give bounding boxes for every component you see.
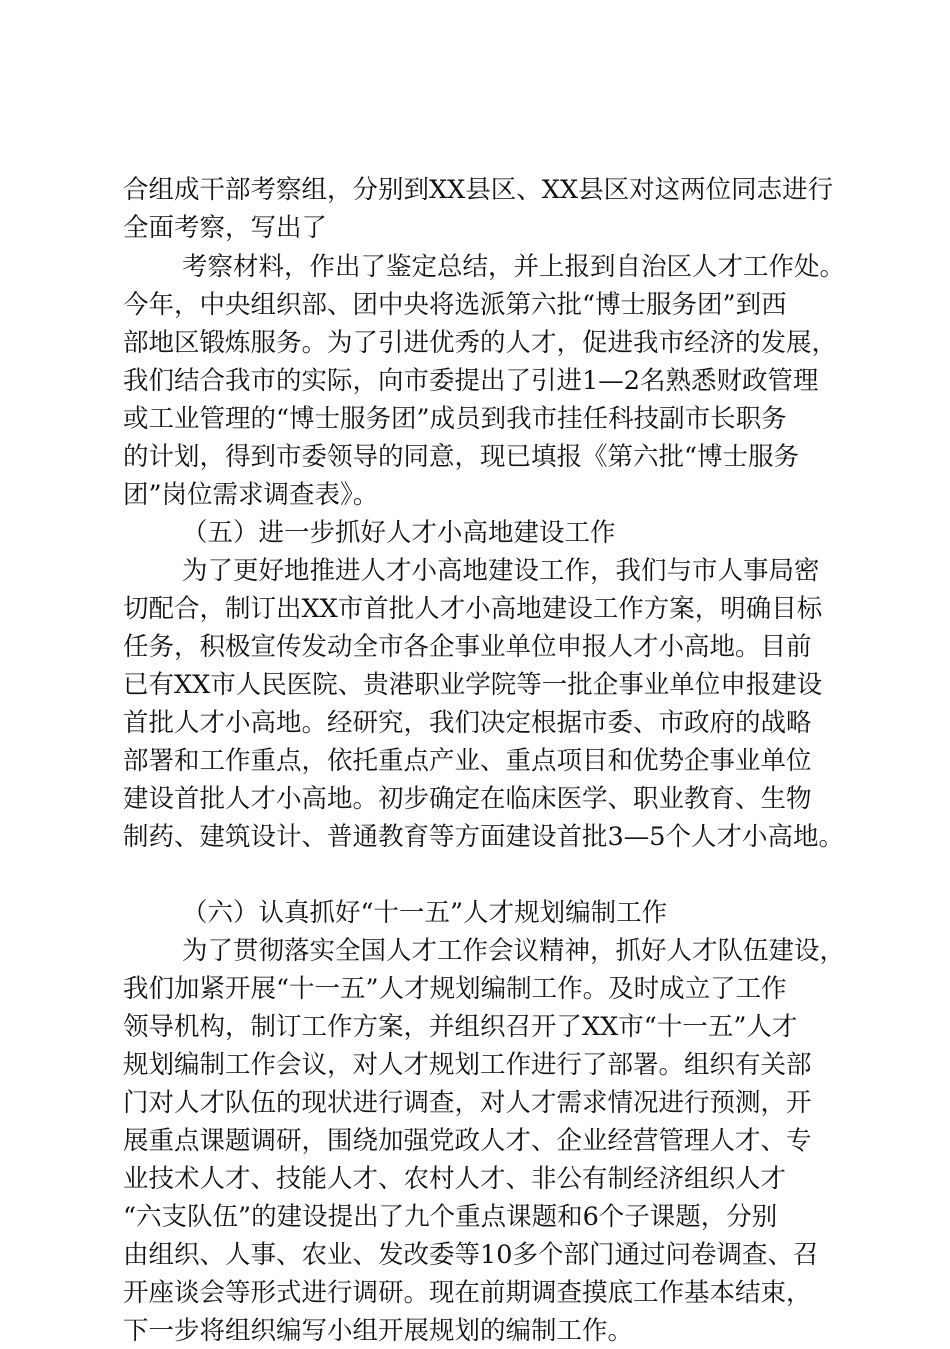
text-line: 部地区锻炼服务。为了引进优秀的人才，促进我市经济的发展， [123,328,838,358]
text-line: 规划编制工作会议，对人才规划工作进行了部署。组织有关部 [123,1050,812,1080]
text-line: 团”岗位需求调查表》。 [123,480,379,510]
text-line: 建设首批人才小高地。初步确定在临床医学、职业教育、生物 [123,784,812,814]
text-line: 的计划，得到市委领导的同意，现已填报《第六批“博士服务 [123,442,800,472]
section-heading: （六）认真抓好“十一五”人才规划编制工作 [182,898,668,928]
text-line: 任务，积极宣传发动全市各企事业单位申报人才小高地。目前 [123,632,812,662]
text-line: “六支队伍”的建设提出了九个重点课题和6个子课题，分别 [123,1202,778,1232]
text-line: 为了贯彻落实全国人才工作会议精神，抓好人才队伍建设， [182,936,846,966]
section-heading: （五）进一步抓好人才小高地建设工作 [182,518,616,548]
text-line: 展重点课题调研，围绕加强党政人才、企业经营管理人才、专 [123,1126,812,1156]
text-line: 已有XX市人民医院、贵港职业学院等一批企事业单位申报建设 [123,670,823,700]
text-line: 首批人才小高地。经研究，我们决定根据市委、市政府的战略 [123,708,812,738]
text-line: 全面考察，写出了 [123,213,328,243]
text-line: 部署和工作重点，依托重点产业、重点项目和优势企事业单位 [123,746,812,776]
text-line: 为了更好地推进人才小高地建设工作，我们与市人事局密 [182,556,820,586]
text-line: 考察材料，作出了鉴定总结，并上报到自治区人才工作处。 [182,252,846,282]
text-line: 我们加紧开展“十一五”人才规划编制工作。及时成立了工作 [123,974,787,1004]
text-line: 制药、建筑设计、普通教育等方面建设首批3—5个人才小高地。 [123,822,844,852]
text-line: 领导机构，制订工作方案，并组织召开了XX市“十一五”人才 [123,1012,798,1042]
text-line: 今年，中央组织部、团中央将选派第六批“博士服务团”到西 [123,290,787,320]
text-line: 或工业管理的“博士服务团”成员到我市挂任科技副市长职务 [123,404,787,434]
text-line: 由组织、人事、农业、发改委等10多个部门通过问卷调查、召 [123,1240,819,1270]
text-line: 合组成干部考察组，分别到XX县区、XX县区对这两位同志进行 [123,175,834,205]
text-line: 切配合，制订出XX市首批人才小高地建设工作方案，明确目标 [123,594,823,624]
text-line: 开座谈会等形式进行调研。现在前期调查摸底工作基本结束， [123,1278,812,1308]
text-line: 下一步将组织编写小组开展规划的编制工作。 [123,1316,634,1346]
text-line: 业技术人才、技能人才、农村人才、非公有制经济组织人才 [123,1164,787,1194]
text-line: 我们结合我市的实际，向市委提出了引进1—2名熟悉财政管理 [123,366,819,396]
text-line: 门对人才队伍的现状进行调查，对人才需求情况进行预测，开 [123,1088,812,1118]
